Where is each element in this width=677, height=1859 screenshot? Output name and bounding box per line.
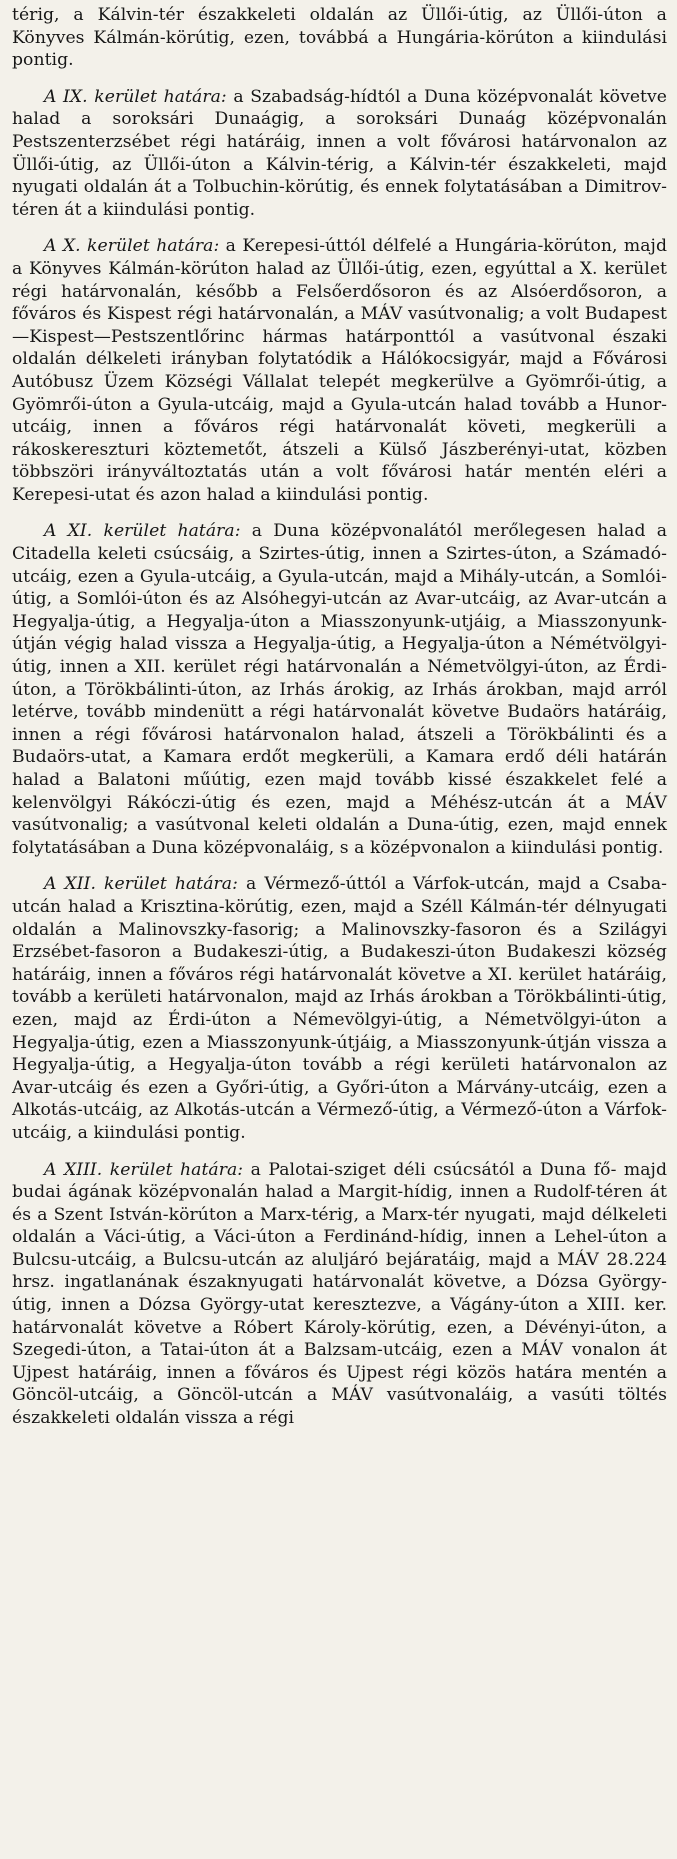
- paragraph-district-xii: [12, 873, 667, 1144]
- paragraph-district-x: [12, 235, 667, 506]
- paragraph-text: térig, a Kálvin-tér északkeleti oldalán az Üllői-útig, az Üllői-úton a Könyves Kálmán-körútig, ezen, továbbá a Hungária-körúton a kiindulási pontig.: [12, 5, 667, 71]
- district-ix-text: a Szabadság-hídtól a Duna középvonalát követve halad a soroksári Dunaágig, a soroksári Dunaág középvonalán Pestszenterzsébet régi határáig, innen a volt fővárosi határvonalon az Üllői-útig, az Üllői-úton a Kálvin-térig, a Kálvin-tér északkeleti, majd nyugati oldalán át a Tolbuchin-körútig, és ennek folytatásában a Dimitrov-téren át a kiindulási pontig.: [12, 86, 667, 220]
- district-xiii-heading: A XIII. kerület határa:: [44, 1159, 244, 1180]
- paragraph-district-ix: [12, 86, 667, 222]
- district-x-heading: A X. kerület határa:: [44, 236, 220, 257]
- district-xi-text: a Duna középvonalától merőlegesen halad a Citadella keleti csúcsáig, a Szirtes-útig, innen a Szirtes-úton, a Számadó-utcáig, ezen a Gyula-utcáig, a Gyula-utcán, majd a Mihály-utcán, a Somlói-útig, a Somlói-úton és az Alsóhegyi-utcán az Avar-utcáig, az Avar-utcán a Hegyalja-útig, a Hegyalja-úton a Miasszonyunk-utjáig, a Miasszonyunk-útján végig halad vissza a Hegyalja-útig, a Hegyalja-úton a Némétvölgyi-útig, innen a XII. kerület régi határvonalán a Németvölgyi-úton, az Érdi-úton, a Törökbálinti-úton, az Irhás árokig, az Irhás árokban, majd arról letérve, tovább mindenütt a régi határvonalát követve Budaörs határáig, innen a régi fővárosi határvonalon halad, átszeli a Törökbálinti és a Budaörs-utat, a Kamara erdőt megkerüli, a Kamara erdő déli határán halad a Balatoni műútig, ezen majd tovább kissé északkelet felé a kelenvölgyi Rákóczi-útig és ezen, majd a Méhész-utcán át a MÁV vasútvonalig; a vasútvonal keleti oldalán a Duna-útig, ezen, majd ennek folytatásában a Duna középvonaláig, s a középvonalon a kiindulási pontig.: [12, 521, 668, 858]
- paragraph-continuation: [12, 4, 667, 72]
- district-xiii-text: a Palotai-sziget déli csúcsától a Duna fő- majd budai ágának középvonalán halad a Margit-hídig, innen a Rudolf-téren át és a Szent István-körúton a Marx-térig, a Marx-tér nyugati, majd délkeleti oldalán a Váci-útig, a Váci-úton a Ferdinánd-hídig, innen a Lehel-úton a Bulcsu-utcáig, a Bulcsu-utcán az aluljáró bejáratáig, majd a MÁV 28.224 hrsz. ingatlanának északnyugati határvonalát követve, a Dózsa György-útig, innen a Dózsa György-utat keresztezve, a Vágány-úton a XIII. ker. határvonalát követve a Róbert Károly-körútig, ezen, a Dévényi-úton, a Szegedi-úton, a Tatai-úton át a Balzsam-utcáig, ezen a MÁV vonalon át Ujpest határáig, innen a főváros és Ujpest régi közös határa mentén a Göncöl-utcáig, a Göncöl-utcán a MÁV vasútvonaláig, a vasúti töltés északkeleti oldalán vissza a régi: [12, 1159, 667, 1429]
- district-xi-heading: A XI. kerület határa:: [44, 521, 241, 542]
- district-xii-heading: A XII. kerület határa:: [44, 874, 238, 895]
- district-x-text: a Kerepesi-úttól délfelé a Hungária-körúton, majd a Könyves Kálmán-körúton halad az Üllői-útig, ezen, egyúttal a X. kerület régi határvonalán, később a Felsőerdősoron és az Alsóerdősoron, a főváros és Kispest régi határvonalán, a MÁV vasútvonalig; a volt Budapest—Kispest—Pestszentlőrinc hármas határponttól a vasútvonal északi oldalán délkeleti irányban folytatódik a Hálókocsigyár, majd a Fővárosi Autóbusz Üzem Községi Vállalat telepét megkerülve a Gyömrői-útig, a Gyömrői-úton a Gyula-utcáig, majd a Gyula-utcán halad tovább a Hunor-utcáig, innen a főváros régi határvonalát követi, megkerüli a rákoskereszturi köztemetőt, átszeli a Külső Jászberényi-utat, közben többszöri irányváltoztatás után a volt fővárosi határ mentén eléri a Kerepesi-utat és azon halad a kiindulási pontig.: [12, 236, 667, 505]
- district-xii-text: a Vérmező-úttól a Várfok-utcán, majd a Csaba-utcán halad a Krisztina-körútig, ezen, majd a Széll Kálmán-tér délnyugati oldalán a Malinovszky-fasorig; a Malinovszky-fasoron és a Szilágyi Erzsébet-fasoron a Budakeszi-útig, a Budakeszi-úton Budakeszi község határáig, innen a főváros régi határvonalát követve a XI. kerület határáig, tovább a kerületi határvonalon, majd az Irhás árokban a Törökbálinti-útig, ezen, majd az Érdi-úton a Némevölgyi-útig, a Németvölgyi-úton a Hegyalja-útig, ezen a Miasszonyunk-útjáig, a Miasszonyunk-útján vissza a Hegyalja-útig, a Hegyalja-úton tovább a régi kerületi határvonalon az Avar-utcáig és ezen a Győri-útig, a Győri-úton a Márvány-utcáig, ezen a Alkotás-utcáig, az Alkotás-utcán a Vérmező-útig, a Vérmező-úton a Várfok-utcáig, a kiindulási pontig.: [12, 874, 667, 1143]
- paragraph-district-xi: [12, 520, 667, 859]
- paragraph-district-xiii: [12, 1159, 667, 1430]
- district-ix-heading: A IX. kerület határa:: [44, 86, 227, 107]
